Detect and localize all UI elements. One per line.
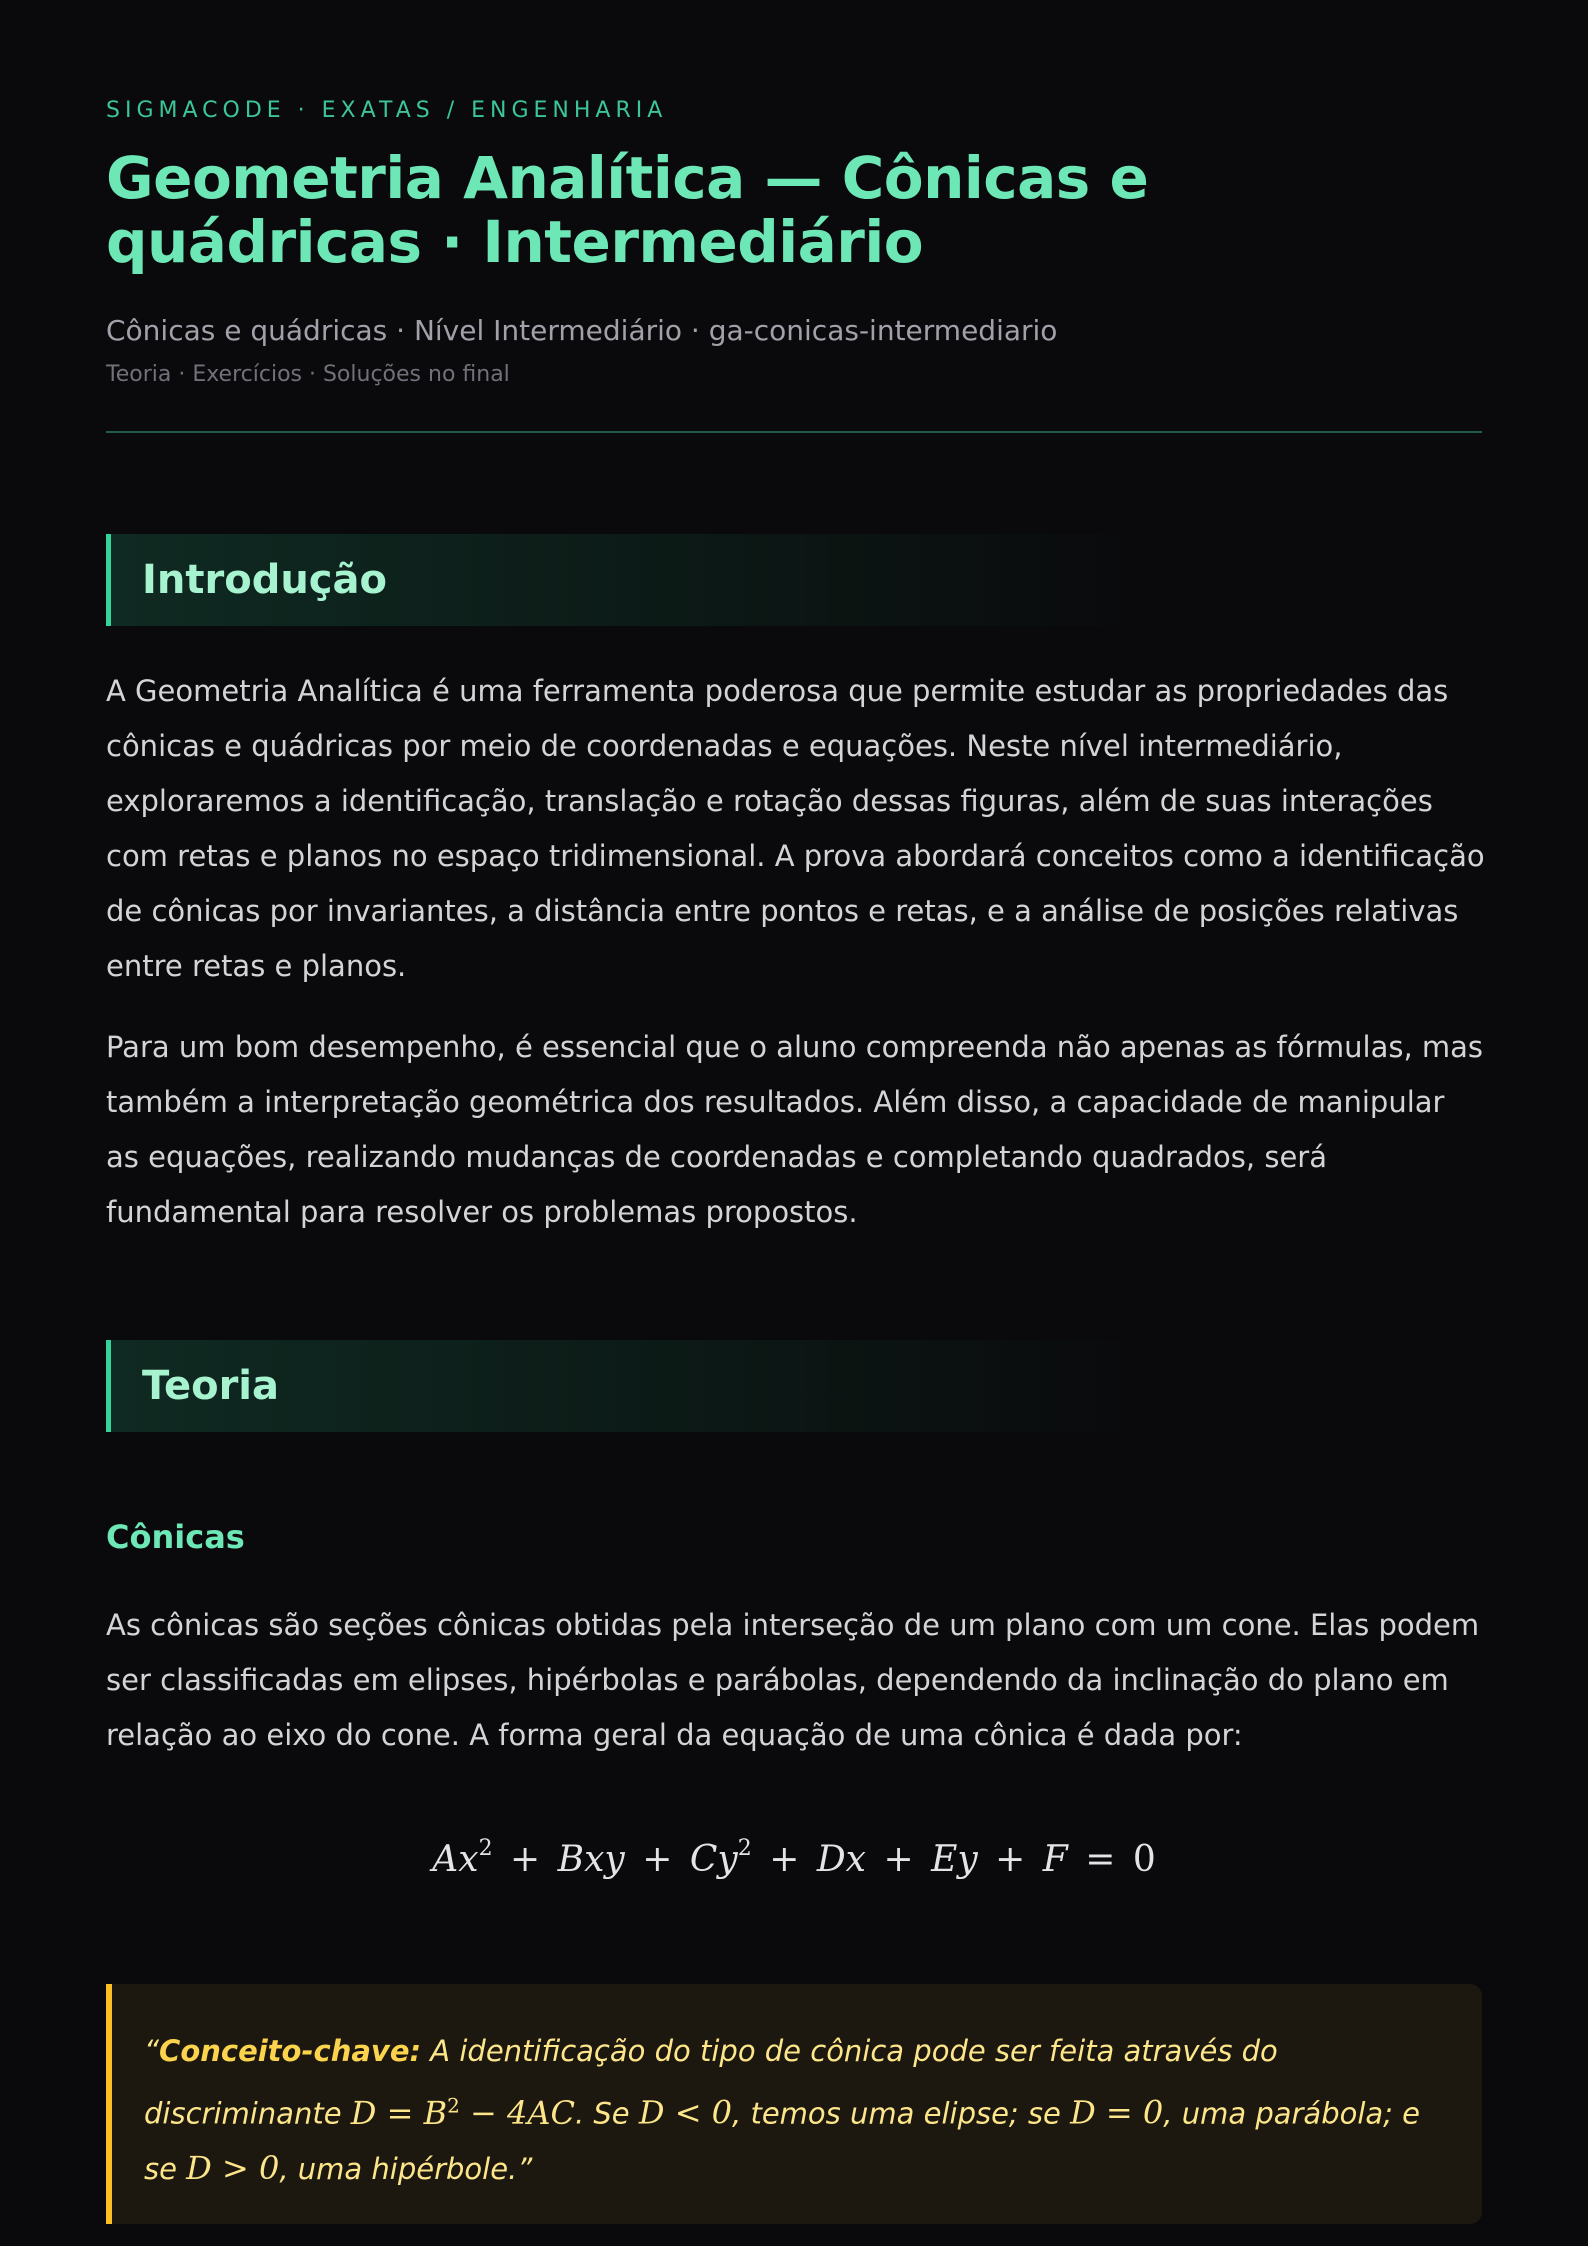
disc-rhs: − 4AC xyxy=(459,2093,575,2132)
callout-text-5: , uma hipérbole. xyxy=(279,2151,518,2186)
eq-term-dx: Dx xyxy=(816,1839,866,1880)
eq-plus: + xyxy=(769,1839,800,1880)
callout-close-quote: ” xyxy=(517,2151,533,2186)
callout-text-1: A identificação do tipo de cônica pode ser feita através do discriminante xyxy=(144,2034,1278,2131)
callout-text-4: , uma parábola; e se xyxy=(144,2096,1421,2186)
section-heading-teoria xyxy=(106,1340,1482,1432)
callout-lead: Conceito-chave: xyxy=(159,2034,422,2068)
intro-paragraph-1: A Geometria Analítica é uma ferramenta poderosa que permite estudar as propriedades das cônicas e quádricas por meio de coordenadas e equações. Neste nível intermediário, exploraremos a identificação, translação e rotação dessas figuras, além de suas interações com retas e planos no espaço tridimensional. A prova abordará conceitos como a identificação de cônicas por invariantes, a distância entre pontos e retas, e a análise de posições relativas entre retas e planos. xyxy=(106,674,1485,983)
condition-parabola: D = 0 xyxy=(1070,2093,1164,2132)
callout-text-2: . Se xyxy=(574,2096,639,2131)
eq-term-ax: Ax xyxy=(432,1839,479,1880)
section-title-introducao: Introdução xyxy=(142,557,387,603)
section-title-teoria: Teoria xyxy=(142,1363,280,1409)
eq-plus: + xyxy=(510,1839,541,1880)
disc-lhs: D = B xyxy=(350,2093,448,2132)
key-concept-callout xyxy=(106,1984,1482,2224)
intro-paragraph-2: Para um bom desempenho, é essencial que o aluno compreenda não apenas as fórmulas, mas também a interpretação geométrica dos resultados. Além disso, a capacidade de manipular as equações, realizando mudanças de coordenadas e completando quadrados, será fundamental para resolver os problemas propostos. xyxy=(106,1030,1484,1229)
eq-term-bxy: Bxy xyxy=(557,1839,625,1880)
conicas-paragraph: As cônicas são seções cônicas obtidas pela interseção de um plano com um cone. Elas podem ser classificadas em elipses, hipérbolas e parábolas, dependendo da inclinação do plano em relação ao eixo do cone. A forma geral da equação de uma cônica é dada por: xyxy=(106,1608,1480,1752)
eq-rhs: 0 xyxy=(1132,1839,1156,1880)
section-heading-introducao xyxy=(106,534,1482,626)
general-conic-equation xyxy=(106,1836,1482,1880)
eq-term-f: F xyxy=(1042,1839,1068,1880)
callout-text xyxy=(144,2024,1442,2196)
subsection-title-conicas: Cônicas xyxy=(106,1518,245,1556)
eq-exponent: 2 xyxy=(737,1836,752,1861)
page-title: Geometria Analítica — Cônicas e quádricas · Intermediário xyxy=(106,144,1149,276)
meta-line: Teoria · Exercícios · Soluções no final xyxy=(106,362,510,387)
eq-exponent: 2 xyxy=(478,1836,493,1861)
discriminant-formula xyxy=(351,2094,575,2132)
eq-term-cy: Cy xyxy=(689,1839,738,1880)
eq-plus: + xyxy=(883,1839,914,1880)
subtitle: Cônicas e quádricas · Nível Intermediário · ga-conicas-intermediario xyxy=(106,314,1058,347)
kicker: SIGMACODE · EXATAS / ENGENHARIA xyxy=(106,98,668,123)
eq-plus: + xyxy=(995,1839,1026,1880)
callout-text-3: , temos uma elipse; se xyxy=(732,2096,1071,2131)
header-divider xyxy=(106,431,1482,433)
eq-equals: = xyxy=(1085,1839,1116,1880)
eq-term-ey: Ey xyxy=(931,1839,978,1880)
eq-plus: + xyxy=(642,1839,673,1880)
condition-hyperbola: D > 0 xyxy=(186,2148,280,2187)
disc-exponent: 2 xyxy=(447,2093,460,2117)
condition-ellipse: D < 0 xyxy=(638,2093,733,2132)
callout-open-quote: “ xyxy=(144,2034,160,2068)
